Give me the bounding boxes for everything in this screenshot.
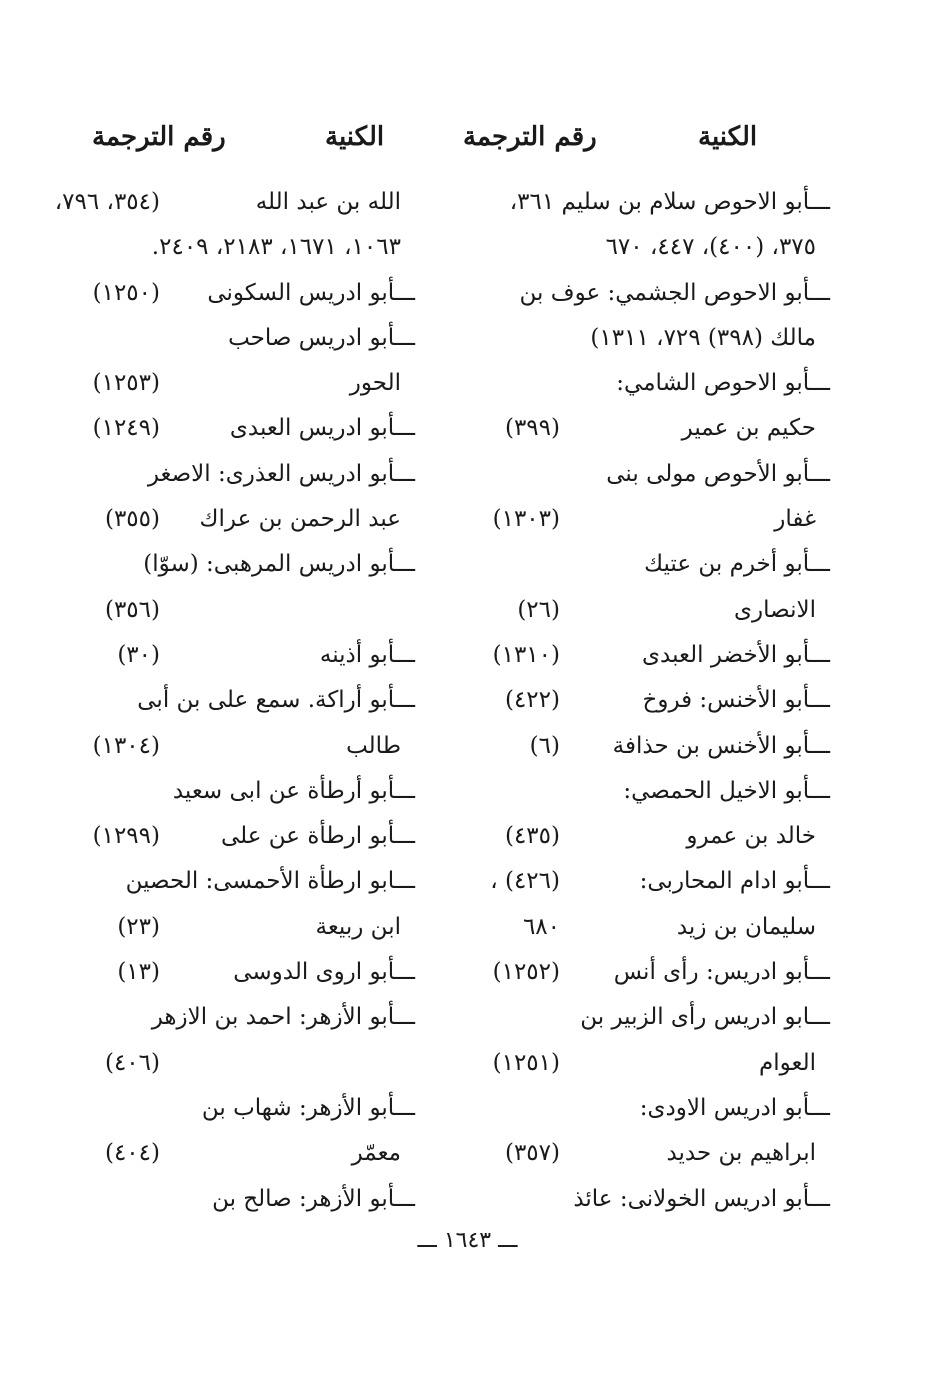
entry-number: (٣٥٤، ٧٩٦،	[54, 189, 160, 215]
entry-number: (١٣٠٣)	[492, 506, 560, 533]
entry-number: (١٢٥٠)	[92, 279, 160, 306]
entry-text: العوام	[758, 1049, 816, 1076]
entry-line	[85, 1041, 415, 1086]
entry-number: (١٢٩٩)	[92, 823, 160, 850]
header-kunya-right: الكنية	[698, 122, 758, 152]
entry-line	[470, 1041, 830, 1086]
entry-line	[470, 1131, 830, 1176]
entry-text: الحور	[349, 370, 401, 397]
entry-number: ٦٨٠	[522, 913, 560, 940]
entry-text: ـــابو ارطأة الأحمسى: الحصين	[125, 868, 415, 895]
entry-line	[470, 406, 830, 451]
entry-number: (١٢٥٣)	[92, 370, 160, 397]
entry-line	[85, 633, 415, 678]
entry-line	[470, 769, 830, 814]
entry-line	[470, 542, 830, 587]
entry-text: الله بن عبد الله	[255, 189, 401, 215]
entry-line	[85, 316, 415, 361]
entry-line	[470, 1177, 830, 1222]
entry-text: ـــأبو الأخضر العبدى	[642, 641, 830, 668]
page-number: ـــ ١٦٤٣ ـــ	[417, 1228, 518, 1253]
entry-line	[85, 361, 415, 406]
entry-text: ـــأبو ادريس صاحب	[228, 324, 415, 351]
entry-number: (١٢٥١)	[492, 1049, 560, 1076]
entry-line	[470, 905, 830, 950]
entry-text: ـــأبو ادريس الخولانى: عائذ	[573, 1185, 830, 1212]
entry-line	[85, 497, 415, 542]
entry-number: (٤٠٤)	[104, 1140, 160, 1167]
entry-text: ـــأبو ادريس السكونى	[207, 279, 415, 306]
entry-line	[85, 995, 415, 1040]
entry-text: عبد الرحمن بن عراك	[199, 506, 401, 533]
entry-number: (٢٣)	[117, 913, 160, 940]
entry-line	[85, 905, 415, 950]
entry-line	[470, 588, 830, 633]
entry-number: (٤٢٦) ،	[490, 868, 560, 895]
entry-number: (٣٥٥)	[104, 506, 160, 533]
entry-text: ـــأبو الأزهر: صالح بن	[212, 1185, 415, 1212]
entry-number: (٤٣٥)	[504, 823, 560, 850]
entry-text: ـــأبو ادريس المرهبى: (سوّا)	[143, 551, 415, 578]
entry-text: ـــأبو الأخنس بن حذافة	[612, 732, 830, 759]
entry-line	[470, 814, 830, 859]
entry-text: ـــأبو ادريس الاودى:	[639, 1094, 830, 1121]
entry-text: مالك (٣٩٨) ٧٢٩، ١٣١١)	[590, 324, 816, 351]
entry-number: (٤٢٢)	[504, 687, 560, 714]
header-kunya-left: الكنية	[325, 122, 385, 152]
entry-line	[470, 180, 830, 225]
entry-text: ـــأبو اروى الدوسى	[233, 959, 415, 986]
entry-number: (٣٩٩)	[504, 415, 560, 442]
entry-text: ـــأبو ادريس العذرى: الاصغر	[147, 460, 415, 487]
entry-line	[85, 1177, 415, 1222]
entry-text: معمّر	[351, 1140, 401, 1167]
entry-text: الانصارى	[734, 596, 816, 623]
entry-line	[85, 225, 415, 270]
entry-line	[470, 271, 830, 316]
entry-number: (٣٥٦)	[104, 596, 160, 623]
entry-text: خالد بن عمرو	[686, 823, 816, 850]
entry-text: ـــأبو أرطأة عن ابى سعيد	[172, 777, 415, 804]
entry-text: ـــأبو الأزهر: احمد بن الازهر	[151, 1004, 415, 1031]
entry-text: ـــأبو ادريس العبدى	[229, 415, 415, 442]
entry-line	[470, 678, 830, 723]
entry-line	[85, 406, 415, 451]
entry-line	[85, 678, 415, 723]
entry-text: سليمان بن زيد	[676, 913, 816, 940]
entry-line	[470, 497, 830, 542]
entry-line	[470, 633, 830, 678]
header-number-left: رقم الترجمة	[92, 122, 226, 152]
entry-text: ٣٧٥، (٤٠٠)، ٤٤٧، ٦٧٠	[605, 234, 816, 261]
entry-number: (١٣)	[117, 959, 160, 986]
entry-line	[85, 452, 415, 497]
entry-text: غفار	[774, 506, 816, 533]
entry-text: ـــأبو الأزهر: شهاب بن	[201, 1094, 415, 1121]
entry-text: ـــأبو الاخيل الحمصي:	[623, 777, 830, 804]
entry-line	[54, 180, 415, 225]
entry-number: (١٣١٠)	[492, 641, 560, 668]
entry-line	[85, 1131, 415, 1176]
entry-number: (٤٠٦)	[104, 1049, 160, 1076]
entry-number: (٦)	[529, 732, 560, 759]
entry-number: (١٢٤٩)	[92, 415, 160, 442]
entry-line	[85, 859, 415, 904]
entry-text: طالب	[346, 732, 401, 759]
entry-text: ـــأبو الأحوص مولى بنى	[606, 460, 830, 487]
entry-text: حكيم بن عمير	[681, 415, 816, 442]
entry-text: ابراهيم بن حديد	[666, 1140, 816, 1167]
entry-text: ـــأبو الاحوص سلام بن سليم ٣٦١،	[509, 189, 830, 215]
entry-line	[85, 542, 415, 587]
entry-number: (٣٠)	[117, 641, 160, 668]
header-number-right: رقم الترجمة	[463, 122, 597, 152]
entry-text: ـــأبو الاحوص الشامي:	[616, 370, 830, 397]
entry-text: ـــأبو ارطأة عن على	[220, 823, 415, 850]
entry-line	[470, 316, 830, 361]
entry-line	[470, 950, 830, 995]
entry-text: ـــابو ادريس رأى الزبير بن	[580, 1004, 830, 1031]
entry-text: ـــأبو ادام المحاربى:	[639, 868, 830, 895]
entry-text: ـــأبو الاحوص الجشمي: عوف بن	[519, 279, 830, 306]
left-column	[54, 180, 415, 1222]
entry-text: ١٠٦٣، ١٦٧١، ٢١٨٣، ٢٤٠٩.	[151, 234, 401, 261]
entry-line	[470, 361, 830, 406]
entry-line	[85, 271, 415, 316]
entry-number: (١٣٠٤)	[92, 732, 160, 759]
entry-line	[85, 950, 415, 995]
entry-text: ـــأبو ادريس: رأى أنس	[613, 959, 830, 986]
entry-text: ـــأبو أذينه	[319, 641, 415, 668]
entry-number: (٣٥٧)	[504, 1140, 560, 1167]
entry-text: ـــأبو أخرم بن عتيك	[644, 551, 830, 578]
entry-line	[470, 995, 830, 1040]
entry-line	[470, 1086, 830, 1131]
entry-number: (١٢٥٢)	[492, 959, 560, 986]
entry-line	[470, 452, 830, 497]
entry-text: ـــأبو أراكة. سمع على بن أبى	[137, 687, 415, 714]
entry-number: (٢٦)	[517, 596, 560, 623]
entry-line	[85, 769, 415, 814]
entry-line	[85, 724, 415, 769]
entry-line	[85, 1086, 415, 1131]
entry-line	[85, 814, 415, 859]
entry-line	[470, 225, 830, 270]
entry-line	[85, 588, 415, 633]
right-column	[470, 180, 830, 1222]
entry-line	[470, 724, 830, 769]
entry-text: ابن ربيعة	[315, 913, 401, 940]
entry-line	[470, 859, 830, 904]
entry-text: ـــأبو الأخنس: فروخ	[642, 687, 830, 714]
